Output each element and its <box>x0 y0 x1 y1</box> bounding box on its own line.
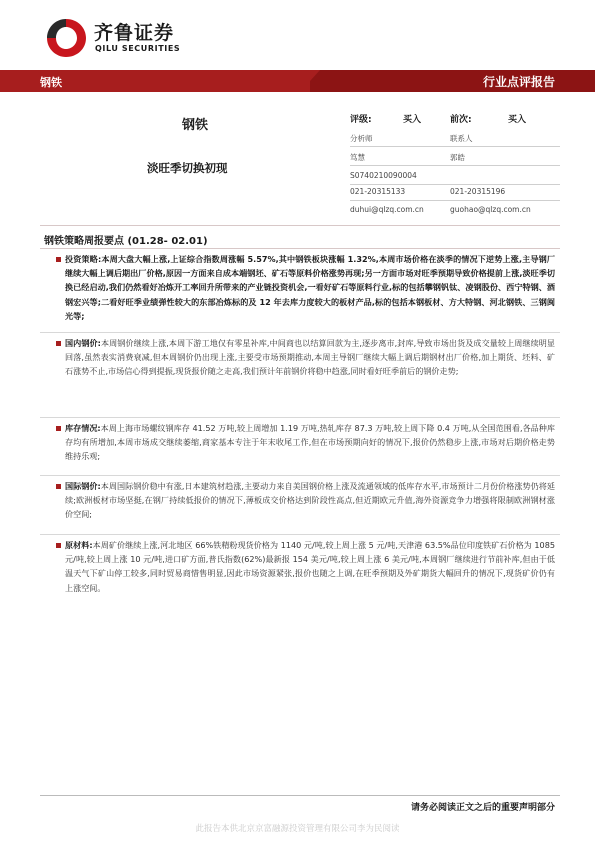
analyst-cert: S0740210090004 <box>350 171 417 180</box>
section-title: 钢铁策略周报要点 (01.28- 02.01) <box>44 236 208 247</box>
info-divider <box>350 200 560 201</box>
bullet-marker <box>56 543 61 548</box>
prev-rating-value: 买入 <box>508 115 527 125</box>
rating-value: 买入 <box>403 115 422 125</box>
rating-label: 评级: <box>350 115 372 125</box>
para-label: 国内钢价: <box>65 338 101 348</box>
section-bottom-rule <box>40 248 560 249</box>
paragraph-rule <box>40 332 560 333</box>
industry-label: 钢铁 <box>40 76 62 89</box>
footer-rule <box>40 795 560 796</box>
analyst-phone: 021-20315133 <box>350 187 406 196</box>
info-divider <box>350 184 560 185</box>
paragraph-rule <box>40 417 560 418</box>
contact-phone: 021-20315196 <box>450 187 506 196</box>
footer-disclaimer: 请务必阅读正文之后的重要声明部分 <box>410 803 555 813</box>
para-text: 本周国际钢价稳中有涨,日本建筑材趋涨,主要动力来自美国钢价格上涨及流通领域的低库存水平,市场预计二月份价格涨势仍将延续;欧洲板材市场坚挺,在钢厂持续低报价的情况下,薄板成交价格达到阶段性高点,但近期欧元升值,海外资源竞争力增强将限制欧洲钢材涨价空间; <box>65 481 555 520</box>
info-divider <box>350 165 560 166</box>
bullet-marker <box>56 484 61 489</box>
para-label: 原材料: <box>65 540 93 550</box>
para-text: 本周大盘大幅上涨,上证综合指数周涨幅 5.57%,其中钢铁板块涨幅 1.32%,本周市场价格在淡季的情况下逆势上涨,主导钢厂继续大幅上调后期出厂价格,原因一方面来自成本端钢坯、矿石等原料价格涨势再现;另一方面市场对旺季预期导致价格提前上涨,淡旺季切换已经启动,我们仍然看好冶炼开工率回升所带来的产业链投资机会,一看好矿石等原料行业,标的包括攀钢钒钛、凌钢股份、西宁特钢、酒钢宏兴等;二看好旺季业绩弹性较大的东部冶炼标的及 12 年去库力度较大的板材产品,标的包括本钢板材、方大特钢、河北钢铁、三钢闽光等; <box>65 254 555 321</box>
paragraph-rule <box>40 534 560 535</box>
section-top-rule <box>40 225 560 226</box>
brand-name-cn: 齐鲁证券 <box>94 22 175 44</box>
contact-role: 联系人 <box>450 134 473 143</box>
paragraph-rule <box>40 475 560 476</box>
brand-logo <box>44 16 194 62</box>
para-text: 本周上海市场螺纹钢库存 41.52 万吨,较上周增加 1.19 万吨,热轧库存 87.3 万吨,较上周下降 0.4 万吨,从全国范围看,各品种库存均有所增加,本周市场成交继续萎缩,商家基本专注于年末收尾工作,但在市场预期向好的情况下,报价仍然稳步上涨,市场对后期价格走势维持乐观; <box>65 423 555 462</box>
para-label: 国际钢价: <box>65 481 101 491</box>
analyst-role: 分析师 <box>350 134 373 143</box>
bullet-marker <box>56 257 61 262</box>
strategy-paragraph <box>65 252 555 323</box>
bullet-marker <box>56 426 61 431</box>
report-banner <box>0 70 595 92</box>
qilu-logo-icon <box>44 16 88 60</box>
analyst-name: 笃慧 <box>350 153 365 162</box>
para-label: 库存情况: <box>65 423 101 433</box>
domestic-price-paragraph <box>65 336 555 379</box>
info-divider <box>350 146 560 147</box>
report-title: 钢铁 <box>182 118 209 133</box>
footer-watermark: 此报告本供北京京富融源投资管理有限公司李为民阅读 <box>195 824 400 834</box>
international-price-paragraph <box>65 479 555 522</box>
report-type-label: 行业点评报告 <box>482 75 555 89</box>
banner-divider <box>300 70 320 92</box>
raw-materials-paragraph <box>65 538 555 595</box>
para-label: 投资策略: <box>65 254 102 264</box>
bullet-marker <box>56 341 61 346</box>
prev-rating-label: 前次: <box>450 115 472 125</box>
analyst-email[interactable]: duhui@qlzq.com.cn <box>350 205 424 214</box>
contact-name: 郭皓 <box>450 153 465 162</box>
report-subtitle: 淡旺季切换初现 <box>147 161 228 175</box>
brand-name-en: QILU SECURITIES <box>95 44 181 53</box>
para-text: 本周钢价继续上涨,本周下游工地仅有零星补库,中间商也以结算回款为主,逐步离市,封库,导致市场出货及成交量较上周继续明显回落,虽然表实消费衰减,但本周钢价仍出现上涨,主要受市场预期推动,本周主导钢厂继续大幅上调后期钢材出厂价格,加上期货、坯料、矿石涨势不止,市场信心得到提振,现货报价随之走高,我们预计年前钢价将稳中趋涨,同时看好旺季前后的钢价走势; <box>65 338 555 377</box>
para-text: 本周矿价继续上涨,河北地区 66%铁精粉现货价格为 1140 元/吨,较上周上涨 5 元/吨,天津港 63.5%品位印度铁矿石价格为 1085 元/吨,较上周上涨 10 元/吨,进口矿方面,普氏指数(62%)最新报 154 美元/吨,较上周上涨 6 美元/吨,本周钢厂继续进行节前补库,但由于低温天气下矿山停工较多,同时贸易商惜售明显,因此市场资源紧张,报价也随之上调,在旺季预期及外矿期货大幅回升的情况下,现货矿价仍有上涨空间。 <box>65 540 555 593</box>
inventory-paragraph <box>65 421 555 464</box>
contact-email[interactable]: guohao@qlzq.com.cn <box>450 205 531 214</box>
